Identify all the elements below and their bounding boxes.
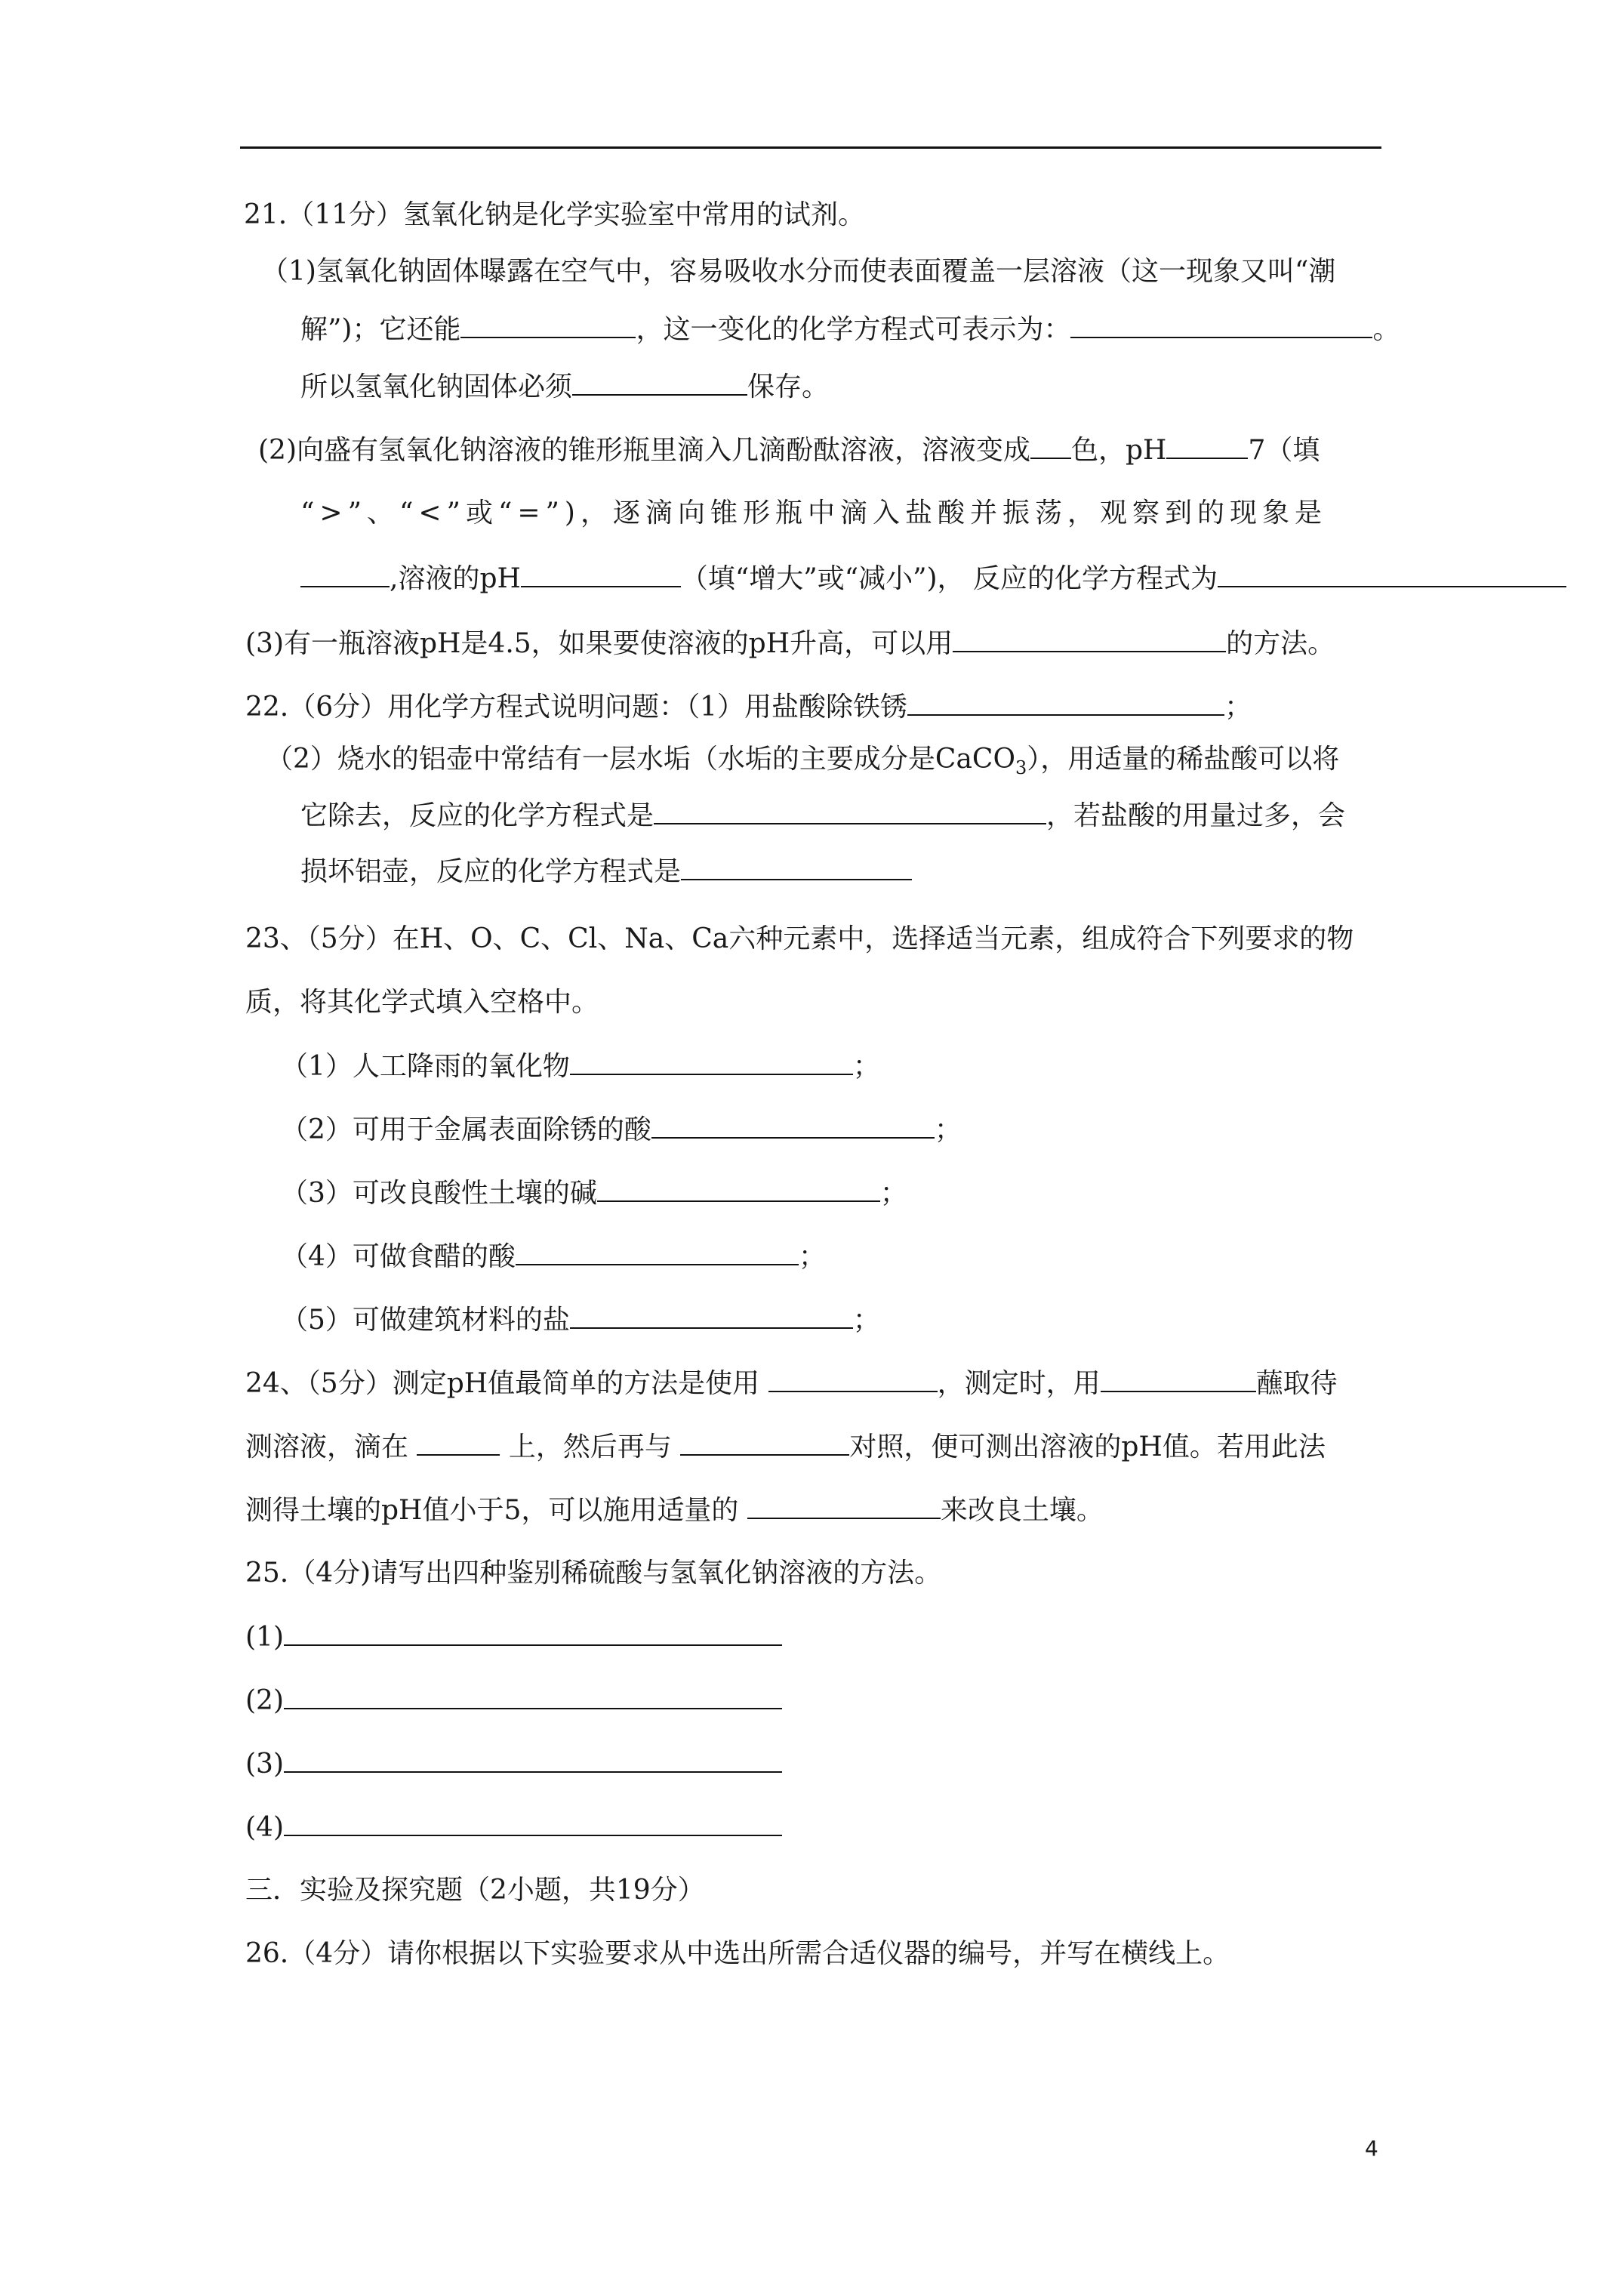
q21-p2-line1: (2)向盛有氢氧化钠溶液的锥形瓶里滴入几滴酚酞溶液，溶液变成 色，pH 7（填 <box>258 435 1320 466</box>
q24-line3: 测得土壤的pH值小于5，可以施用适量的 来改良土壤。 <box>245 1495 1104 1526</box>
answer-blank[interactable] <box>1166 433 1248 459</box>
answer-blank[interactable] <box>521 562 681 587</box>
q21-p1-line3: 所以氢氧化钠固体必须 保存。 <box>300 371 830 402</box>
section-3-heading: 三．实验及探究题（2小题，共19分） <box>245 1875 705 1906</box>
q22-line4: 损坏铝壶，反应的化学方程式是 <box>300 855 912 889</box>
q24-line1: 24、（5分）测定pH值最简单的方法是使用 ，测定时，用 蘸取待 <box>245 1368 1338 1399</box>
answer-blank[interactable] <box>768 1367 938 1392</box>
q21-p2-line2: “>”、“<”或“=”)，逐滴向锥形瓶中滴入盐酸并振荡，观察到的现象是 <box>300 498 1327 529</box>
q21-p3: (3)有一瓶溶液pH是4.5，如果要使溶液的pH升高，可以用 的方法。 <box>245 628 1335 659</box>
answer-blank[interactable] <box>1030 433 1071 459</box>
q25-item-3: (3) <box>245 1747 782 1781</box>
answer-blank[interactable] <box>1218 562 1566 587</box>
q25-item-2: (2) <box>245 1684 782 1718</box>
answer-blank[interactable] <box>597 1176 880 1202</box>
answer-blank[interactable] <box>747 1493 941 1519</box>
q22-line2: （2）烧水的铝壶中常结有一层水垢（水垢的主要成分是CaCO$_3$），用适量的稀盐酸可以将 <box>266 744 1340 779</box>
q22-line1: 22.（6分）用化学方程式说明问题：（1）用盐酸除铁锈 ； <box>245 692 1252 723</box>
q23-line2: 质，将其化学式填入空格中。 <box>245 987 599 1018</box>
q23-item-4: （4）可做食醋的酸 ； <box>281 1241 826 1272</box>
answer-blank[interactable] <box>1070 313 1372 338</box>
answer-blank[interactable] <box>654 799 1046 824</box>
q25-title: 25.（4分)请写出四种鉴别稀硫酸与氢氧化钠溶液的方法。 <box>245 1558 942 1589</box>
answer-blank[interactable] <box>1101 1367 1256 1392</box>
q26-text: 26.（4分）请你根据以下实验要求从中选出所需合适仪器的编号，并写在横线上。 <box>245 1938 1230 1969</box>
q22-line3: 它除去，反应的化学方程式是 ，若盐酸的用量过多，会 <box>300 800 1346 831</box>
q25-item-1: (1) <box>245 1620 782 1654</box>
q23-item-5: （5）可做建筑材料的盐 ； <box>281 1305 880 1336</box>
q23-item-3: （3）可改良酸性土壤的碱 ； <box>281 1178 907 1209</box>
answer-blank[interactable] <box>907 690 1224 716</box>
answer-blank[interactable] <box>284 1747 782 1773</box>
answer-blank[interactable] <box>417 1430 500 1456</box>
q23-item-1: （1）人工降雨的氧化物 ； <box>281 1051 880 1082</box>
answer-blank[interactable] <box>284 1620 782 1646</box>
answer-blank[interactable] <box>570 1303 853 1329</box>
q21-p1-line2: 解”)；它还能 ，这一变化的化学方程式可表示为： 。 <box>300 314 1400 345</box>
q23-item-2: （2）可用于金属表面除锈的酸 ； <box>281 1114 962 1145</box>
header-rule <box>240 146 1381 149</box>
answer-blank[interactable] <box>284 1811 782 1836</box>
answer-blank[interactable] <box>680 1430 849 1456</box>
q25-item-4: (4) <box>245 1811 782 1845</box>
q23-line1: 23、（5分）在H、O、C、Cl、Na、Ca六种元素中，选择适当元素，组成符合下列要求的物 <box>245 923 1354 954</box>
answer-blank[interactable] <box>953 627 1226 652</box>
answer-blank[interactable] <box>300 562 390 587</box>
answer-blank[interactable] <box>651 1113 935 1139</box>
answer-blank[interactable] <box>570 1049 853 1075</box>
q21-p1-line1: （1)氢氧化钠固体曝露在空气中，容易吸收水分而使表面覆盖一层溶液（这一现象又叫“潮 <box>261 256 1336 287</box>
q24-line2: 测溶液，滴在 上，然后再与 对照，便可测出溶液的pH值。若用此法 <box>245 1432 1326 1462</box>
answer-blank[interactable] <box>460 313 636 338</box>
answer-blank[interactable] <box>572 370 747 396</box>
page-number: 4 <box>1365 2136 1378 2161</box>
answer-blank[interactable] <box>284 1684 782 1709</box>
q21-title: 21.（11分）氢氧化钠是化学实验室中常用的试剂。 <box>244 199 866 230</box>
answer-blank[interactable] <box>681 855 912 880</box>
answer-blank[interactable] <box>516 1240 799 1265</box>
q21-p2-line3: ,溶液的pH （填“增大”或“减小”)， 反应的化学方程式为 <box>300 562 1566 596</box>
